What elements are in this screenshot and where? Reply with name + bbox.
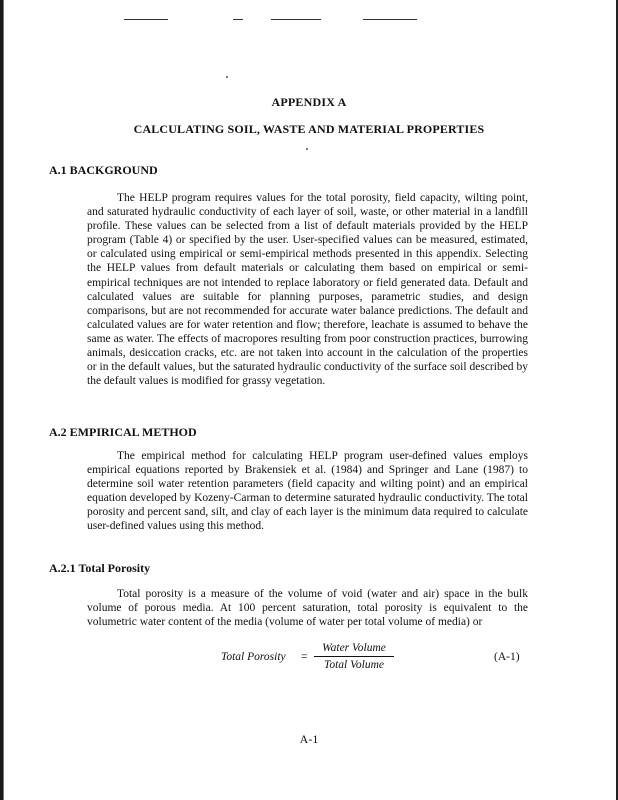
equation-equals-sign: = <box>301 651 308 663</box>
top-rule-2 <box>233 19 243 20</box>
top-rule-1 <box>124 19 168 20</box>
page-number: A-1 <box>299 732 319 746</box>
empirical-method-paragraph: The empirical method for calculating HELP program user-defined values employs empirical equations reported by Brakensiek et al. (1984) and Springer and Lane (1987) to determine soil water retention parameters (field capacity and wilting point) and an empirical equation developed by Kozeny-Carman to determine saturated hydraulic conductivity. The total porosity and percent sand, silt, and clay of each layer is the minimum data required to calculate user-defined values using this method. <box>87 450 528 533</box>
scan-speck <box>306 148 308 150</box>
top-rule-4 <box>363 19 417 20</box>
total-porosity-paragraph: Total porosity is a measure of the volume of void (water and air) space in the bulk volume of porous media. At 100 percent saturation, total porosity is equivalent to the volumetric water content of the media (volume of water per total volume of media) or <box>87 588 528 629</box>
section-heading-background: A.1 BACKGROUND <box>49 163 158 177</box>
equation-fraction <box>314 642 394 671</box>
fraction-bar <box>314 656 394 657</box>
top-rule-3 <box>271 19 321 20</box>
appendix-label: APPENDIX A <box>271 95 347 109</box>
section-heading-empirical-method: A.2 EMPIRICAL METHOD <box>49 425 197 439</box>
background-paragraph: The HELP program requires values for the total porosity, field capacity, wilting point, and saturated hydraulic conductivity of each layer of soil, waste, or other material in a landfill profile. These values can be selected from a list of default materials provided by the HELP program (Table 4) or specified by the user. User-specified values can be measured, estimated, or calculated using empirical or semi-empirical methods presented in this appendix. Selecting the HELP values from default materials or calculating them based on empirical or semi-empirical techniques are not intended to replace laboratory or field generated data. Default and calculated values are suitable for planning purposes, parametric studies, and design comparisons, but are not recommended for accurate water balance predictions. The default and calculated values are for water retention and flow; therefore, leachate is assumed to behave the same as water. The effects of macropores resulting from poor construction practices, burrowing animals, desiccation cracks, etc. are not taken into account in the calculation of the properties or in the default values, but the saturated hydraulic conductivity of the surface soil described by the default values is modified for grassy vegetation. <box>87 192 528 388</box>
scan-speck <box>226 76 228 78</box>
equation-a1 <box>0 642 618 676</box>
subsection-heading-total-porosity: A.2.1 Total Porosity <box>49 561 151 575</box>
equation-number: (A-1) <box>494 651 520 663</box>
equation-numerator: Water Volume <box>322 642 386 654</box>
equation-denominator: Total Volume <box>324 659 384 671</box>
page-title: CALCULATING SOIL, WASTE AND MATERIAL PROPERTIES <box>133 122 485 136</box>
scan-edge-shadow <box>3 0 4 800</box>
equation-lhs: Total Porosity <box>221 651 286 663</box>
